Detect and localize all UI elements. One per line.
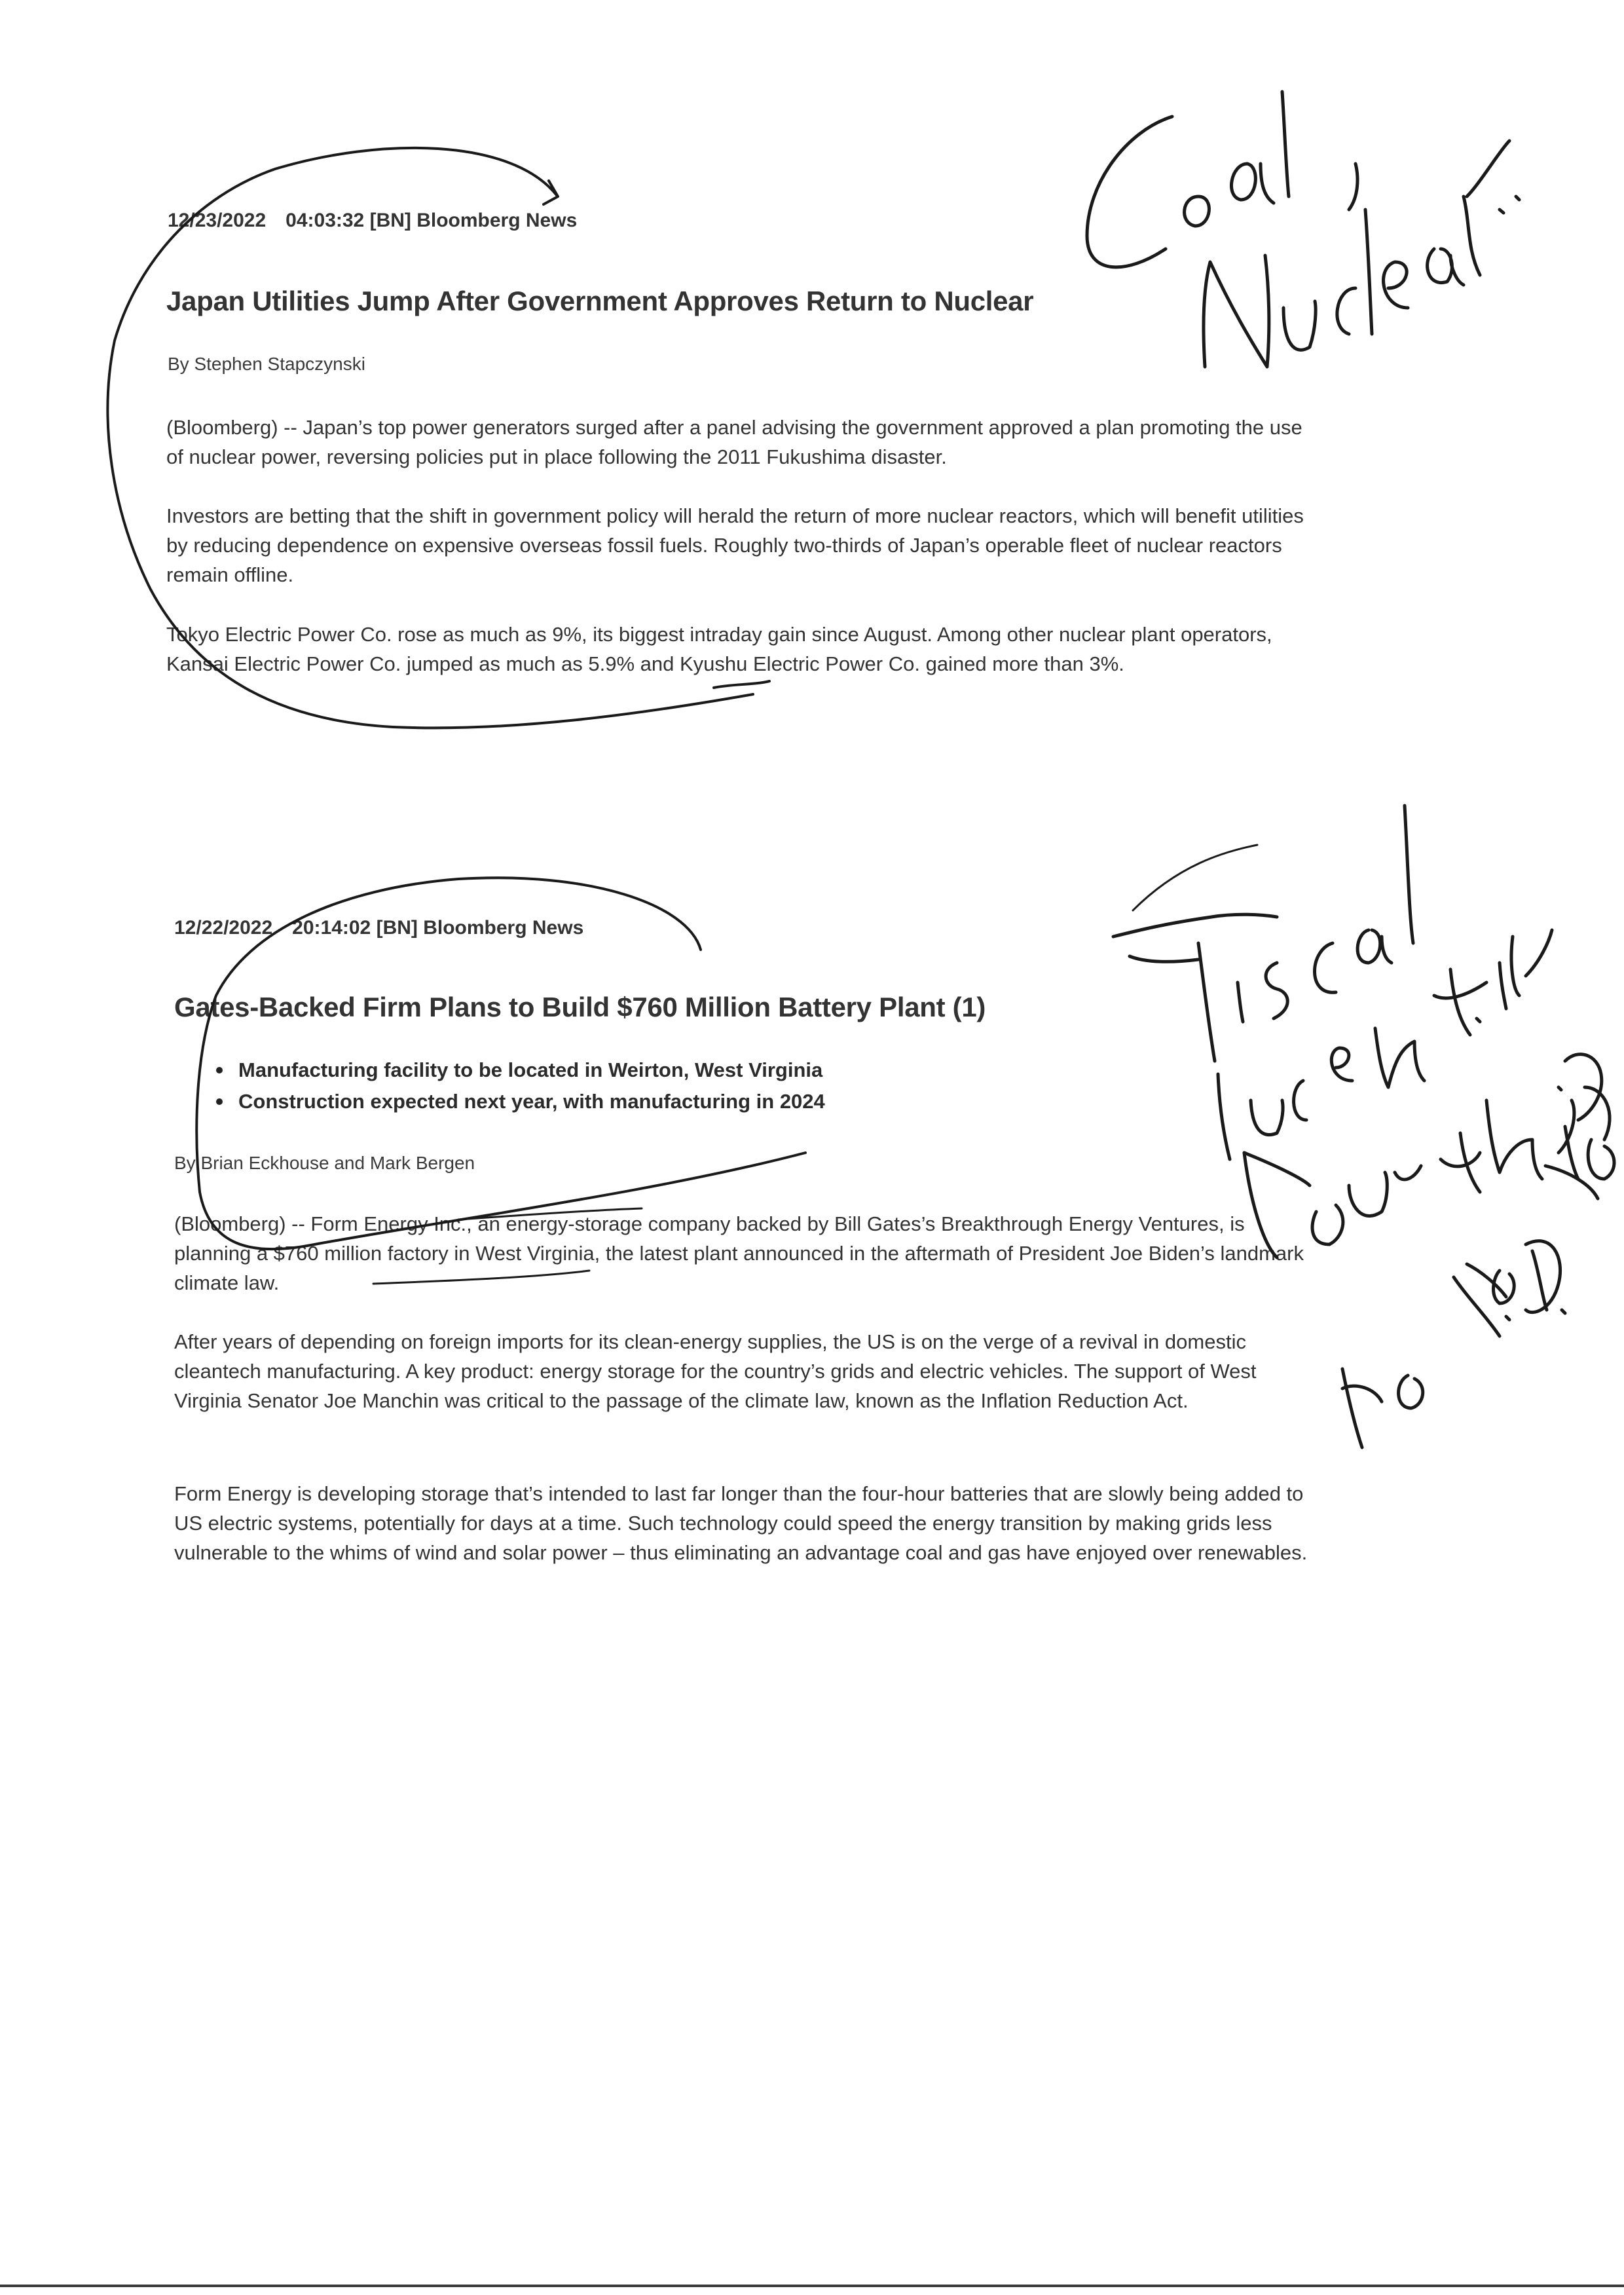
article-meta	[168, 210, 577, 232]
article-paragraph: (Bloomberg) -- Form Energy Inc., an energy-storage company backed by Bill Gates’s Breakthrough Energy Ventures, is planning a $760 million factory in West Virginia, the latest plant announced in the aftermath of President Joe Biden’s landmark climate law.	[174, 1212, 1304, 1294]
ink-line	[1133, 845, 1257, 910]
article-meta	[174, 917, 583, 939]
bullet-item: Manufacturing facility to be located in Weirton, West Virginia	[211, 1054, 825, 1086]
article-date: 12/22/2022	[174, 917, 273, 939]
article-paragraph: (Bloomberg) -- Japan’s top power generators surged after a panel advising the government approved a plan promoting the use of nuclear power, reversing policies put in place following the 2011 Fukushima disaster.	[166, 416, 1302, 468]
article-bullet-list	[211, 1054, 825, 1117]
article-headline: Japan Utilities Jump After Government Approves Return to Nuclear	[166, 286, 1034, 316]
ink-arrow-tick	[544, 181, 558, 204]
article-time-source: 20:14:02 [BN] Bloomberg News	[292, 917, 584, 939]
article-paragraph: Investors are betting that the shift in government policy will herald the return of more nuclear reactors, which will benefit utilities by reducing dependence on expensive overseas fossil fuels. Roughly two-thirds of Japan’s operable fleet of nuclear reactors remain offline.	[166, 504, 1304, 586]
bullet-item: Construction expected next year, with manufacturing in 2024	[211, 1086, 825, 1117]
article-paragraph: Tokyo Electric Power Co. rose as much as 9%, its biggest intraday gain since August. Among other nuclear plant operators, Kansai Electric Power Co. jumped as much as 5.9% and Kyushu Electric Power Co. gained more than 3%.	[166, 623, 1272, 675]
article-paragraph: After years of depending on foreign imports for its clean-energy supplies, the US is on the verge of a revival in domestic cleantech manufacturing. A key product: energy storage for the country’s grids and electric vehicles. The support of West Virginia Senator Joe Manchin was critical to the passage of the climate law, known as the Inflation Reduction Act.	[174, 1330, 1257, 1412]
article-date: 12/23/2022	[168, 210, 267, 231]
article-time-source: 04:03:32 [BN] Bloomberg News	[286, 210, 578, 231]
ink-note-coal-nuclear	[1087, 92, 1519, 367]
article-headline: Gates-Backed Firm Plans to Build $760 Million Battery Plant (1)	[174, 992, 986, 1022]
page-bottom-rule	[0, 2285, 1624, 2287]
article-paragraph: Form Energy is developing storage that’s intended to last far longer than the four-hour batteries that are slowly being added to US electric systems, potentially for days at a time. Such technology could speed the energy transition by making grids less vulnerable to the whims of wind and solar power – thus eliminating an advantage coal and gas have enjoyed over renewables.	[174, 1482, 1308, 1564]
ink-underline	[714, 681, 769, 688]
article-byline: By Brian Eckhouse and Mark Bergen	[174, 1153, 475, 1173]
article-byline: By Stephen Stapczynski	[168, 354, 365, 374]
